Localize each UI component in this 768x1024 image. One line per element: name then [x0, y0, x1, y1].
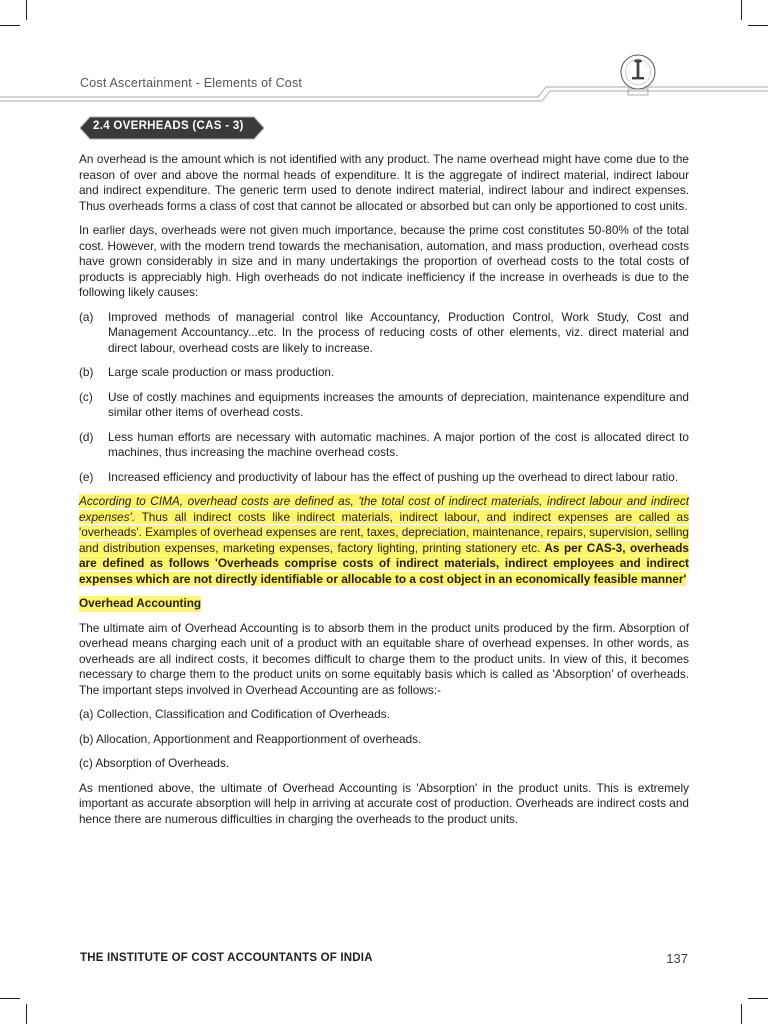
definition-paragraph — [79, 494, 689, 587]
step-item: (c) Absorption of Overheads. — [79, 756, 230, 770]
intro-paragraph: An overhead is the amount which is not identified with any product. The name overhead might have come due to the reason of over and above the normal heads of expenditure. It is the aggregate of indirect material, indirect labour and indirect expenditure. The generic term used to denote indirect material, indirect labour and indirect expenses. Thus overheads forms a class of cost that cannot be allocated or absorbed but can only be apportioned to cost units. — [79, 152, 689, 213]
crop-mark — [741, 0, 742, 20]
institute-emblem-icon — [618, 50, 658, 100]
crop-mark — [26, 0, 27, 20]
causes-list — [79, 310, 689, 486]
step-item: (a) Collection, Classification and Codification of Overheads. — [79, 707, 390, 721]
list-item: (e) Increased efficiency and productivity of labour has the effect of pushing up the overhead to direct labour ratio. — [79, 469, 679, 484]
cima-definition: According to CIMA, overhead costs are defined as, 'the total cost of indirect materials, indirect labour and indirect expenses'. — [79, 494, 689, 524]
history-paragraph: In earlier days, overheads were not given much importance, because the prime cost constitutes 50-80% of the total cost. However, with the modern trend towards the mechanisation, automation, and mass production, overhead costs have grown considerably in size and in many undertakings the proportion of overhead costs to the total costs of products is appreciably high. High overheads do not indicate inefficiency if the increase in overheads is due to the following likely causes: — [79, 223, 689, 299]
crop-mark — [26, 1004, 27, 1024]
crop-mark — [0, 998, 20, 999]
absorption-paragraph: The ultimate aim of Overhead Accounting is to absorb them in the product units produced by the firm. Absorption of overhead means charging each unit of a product with an equitable share of overhead expenses. In other words, as overheads are all indirect costs, it becomes difficult to charge them to the product units. In view of this, it becomes necessary to charge them to the product units on some equitably basis which is called as 'Absorption' of overheads. The important steps involved in Overhead Accounting are as follows:- — [79, 620, 689, 697]
list-item: (a) Improved methods of managerial control like Accountancy, Production Control, Work Study, Cost and Management Accountancy...etc. In the process of reducing costs of other elements, viz. direct material and direct labour, overhead costs are likely to increase. — [79, 309, 689, 355]
cas3-definition: As per CAS-3, overheads are defined as follows 'Overheads comprise costs of indirect materials, indirect employees and indirect expenses which are not directly identifiable or allocable to a cost object in an economically feasible manner' — [79, 540, 689, 586]
footer-institute: THE INSTITUTE OF COST ACCOUNTANTS OF INDIA — [80, 952, 373, 964]
running-header-title: Cost Ascertainment - Elements of Cost — [80, 76, 303, 90]
list-item: (b) Large scale production or mass production. — [79, 365, 335, 379]
crop-mark — [748, 25, 768, 26]
list-item: (d) Less human efforts are necessary with automatic machines. A major portion of the cost is allocated direct to machines, thus increasing the machine overhead costs. — [79, 429, 689, 459]
page-number: 137 — [666, 951, 688, 966]
overhead-examples: Thus all indirect costs like indirect materials, indirect labour, and indirect expenses are called as 'overheads'. Examples of overhead expenses are rent, taxes, depreciation, maintenance, repairs, supervision, selling and distribution expenses, marketing expenses, factory lighting, printing stationery etc. — [79, 509, 689, 555]
step-item: (b) Allocation, Apportionment and Reapportionment of overheads. — [79, 731, 422, 746]
closing-paragraph: As mentioned above, the ultimate of Overhead Accounting is 'Absorption' in the product units. This is extremely important as accurate absorption will help in arriving at accurate cost of production. Overheads are indirect costs and hence there are numerous difficulties in charging the overheads to the product units. — [79, 780, 689, 826]
main-content — [79, 152, 689, 836]
crop-mark — [741, 1004, 742, 1024]
section-heading: 2.4 OVERHEADS (CAS - 3) — [93, 120, 244, 132]
list-item: (c) Use of costly machines and equipments increases the amounts of depreciation, maintenance expenditure and similar other items of overhead costs. — [79, 389, 689, 419]
crop-mark — [748, 998, 768, 999]
crop-mark — [0, 25, 20, 26]
overhead-accounting-heading: Overhead Accounting — [79, 596, 202, 610]
